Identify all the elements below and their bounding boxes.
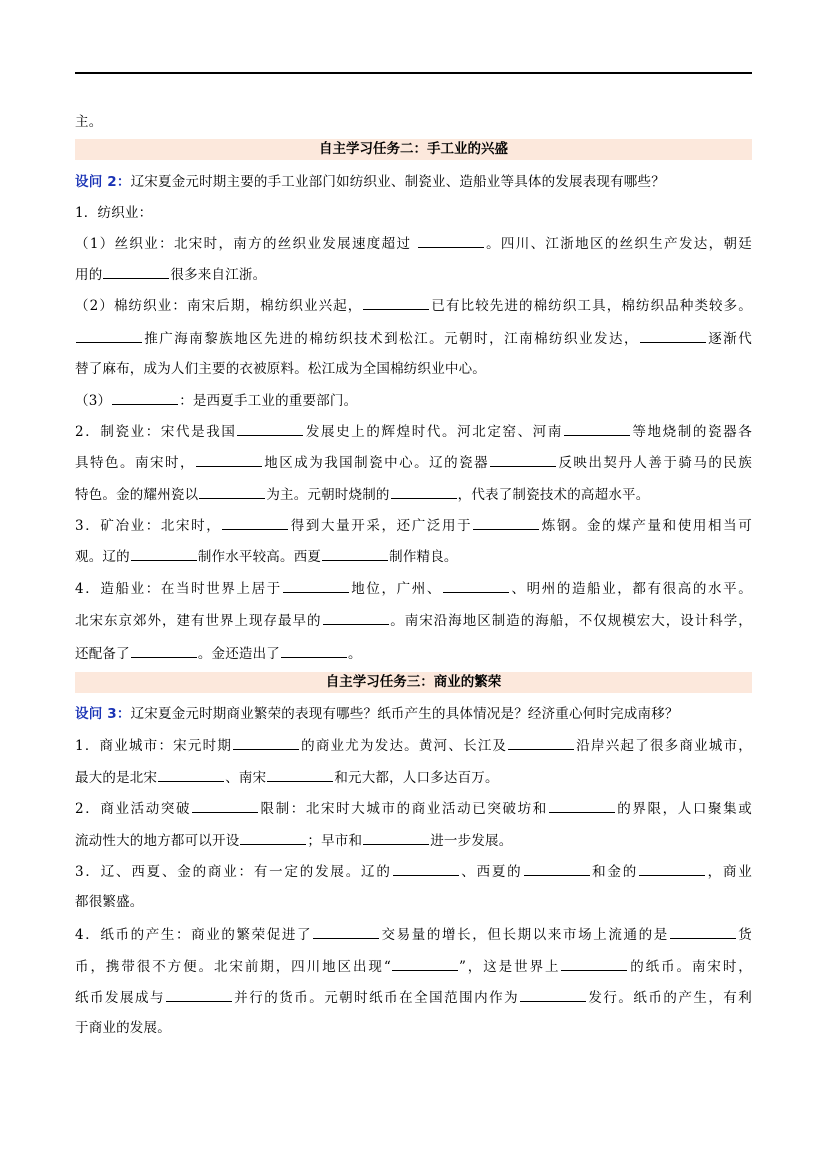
text-line	[75, 578, 752, 599]
answer-blank[interactable]	[640, 328, 706, 343]
text-segment: ，商业	[706, 864, 752, 880]
answer-blank[interactable]	[391, 484, 457, 499]
text-segment: 地位，广州、	[349, 581, 443, 597]
text-segment: 、南宋	[225, 770, 267, 786]
text-segment: 逐渐代	[707, 331, 752, 347]
answer-blank[interactable]	[520, 987, 586, 1002]
text-segment: 很多来自江浙。	[170, 267, 267, 283]
text-segment: ”，这是世界上	[458, 959, 561, 975]
answer-blank[interactable]	[508, 735, 574, 750]
text-line	[75, 295, 752, 316]
text-segment: 1．纺织业：	[75, 205, 153, 221]
answer-blank[interactable]	[443, 578, 509, 593]
text-segment: 已有比较先进的棉纺织工具，棉纺织品种类较多。	[430, 298, 752, 314]
text-segment: 。	[348, 646, 362, 662]
answer-blank[interactable]	[363, 295, 429, 310]
answer-blank[interactable]	[670, 924, 736, 939]
question-label: 设问 2：	[75, 174, 131, 190]
answer-blank[interactable]	[267, 767, 333, 782]
section-3-title: 自主学习任务三：商业的繁荣	[75, 672, 752, 693]
text-line	[75, 390, 755, 411]
text-segment: （2）棉纺织业：南宋后期，棉纺织业兴起，	[75, 298, 363, 314]
question-text: 辽宋夏金元时期商业繁荣的表现有哪些？纸币产生的具体情况是？经济重心何时完成南移？	[130, 706, 679, 722]
text-segment: ：是西夏手工业的重要部门。	[179, 393, 358, 409]
answer-blank[interactable]	[393, 861, 459, 876]
text-segment: 具特色。南宋时，	[75, 455, 195, 471]
text-segment: 限制：北宋时大城市的商业活动已突破坊和	[259, 801, 548, 817]
text-segment: 的纸币。南宋时，	[628, 959, 752, 975]
text-segment: 的界限，人口聚集或	[615, 801, 752, 817]
text-segment: 制作水平较高。西夏	[197, 549, 322, 565]
text-segment: 2．制瓷业：宋代是我国	[75, 424, 237, 440]
text-line	[75, 546, 755, 567]
answer-blank[interactable]	[323, 610, 389, 625]
text-segment: 、西夏的	[459, 864, 523, 880]
text-line	[75, 484, 755, 505]
top-fragment: 主。	[75, 114, 103, 130]
section-3-question	[75, 704, 755, 724]
text-segment: 3．辽、西夏、金的商业：有一定的发展。辽的	[75, 864, 392, 880]
text-segment: 。金还造出了	[197, 646, 281, 662]
answer-blank[interactable]	[112, 390, 178, 405]
text-line	[75, 610, 752, 631]
text-segment: 流动性大的地方都可以开设	[75, 833, 240, 849]
text-segment: 最大的是北宋	[75, 770, 158, 786]
text-segment: 1．商业城市：宋元时期	[75, 738, 233, 754]
section-2-title: 自主学习任务二：手工业的兴盛	[75, 139, 752, 160]
answer-blank[interactable]	[131, 643, 197, 658]
text-segment: 。南宋沿海地区制造的海船，不仅规模宏大，设计科学，	[389, 613, 752, 629]
text-segment: 进一步发展。	[430, 833, 513, 849]
text-segment: 4．纸币的产生：商业的繁荣促进了	[75, 927, 313, 943]
text-segment: （1）丝织业：北宋时，南方的丝织业发展速度超过	[75, 236, 417, 252]
text-segment: 交易量的增长，但长期以来市场上流通的是	[380, 927, 669, 943]
text-segment: 和元大都，人口多达百万。	[334, 770, 499, 786]
answer-blank[interactable]	[392, 956, 458, 971]
text-line	[75, 892, 755, 912]
answer-blank[interactable]	[166, 987, 232, 1002]
answer-blank[interactable]	[639, 861, 705, 876]
text-line	[75, 767, 755, 788]
text-line	[75, 643, 755, 664]
text-line	[75, 359, 755, 379]
text-segment: 2．商业活动突破	[75, 801, 192, 817]
text-line	[75, 421, 752, 442]
answer-blank[interactable]	[199, 484, 265, 499]
text-segment: 纸币发展成与	[75, 990, 165, 1006]
text-segment: 于商业的发展。	[75, 1020, 171, 1036]
text-segment: 发展史上的辉煌时代。河北定窑、河南	[304, 424, 563, 440]
answer-blank[interactable]	[76, 328, 142, 343]
answer-blank[interactable]	[281, 643, 347, 658]
text-line	[75, 233, 752, 254]
answer-blank[interactable]	[283, 578, 349, 593]
text-segment: 3．矿冶业：北宋时，	[75, 518, 222, 534]
answer-blank[interactable]	[313, 924, 379, 939]
text-line	[75, 1018, 755, 1038]
text-segment: 发行。纸币的产生，有利	[587, 990, 752, 1006]
answer-blank[interactable]	[222, 515, 288, 530]
text-segment: 沿岸兴起了很多商业城市，	[575, 738, 752, 754]
answer-blank[interactable]	[103, 264, 169, 279]
text-segment: ；早市和	[307, 833, 363, 849]
text-line	[75, 830, 755, 851]
question-label: 设问 3：	[75, 706, 131, 722]
text-segment: 和金的	[590, 864, 639, 880]
text-segment: 推广海南黎族地区先进的棉纺织技术到松江。元朝时，江南棉纺织业发达，	[143, 331, 640, 347]
text-segment: 、明州的造船业，都有很高的水平。	[510, 581, 753, 597]
answer-blank[interactable]	[131, 546, 197, 561]
text-line	[75, 956, 752, 977]
answer-blank[interactable]	[240, 830, 306, 845]
answer-blank[interactable]	[363, 830, 429, 845]
text-line	[75, 452, 752, 473]
text-segment: 的商业尤为发达。黄河、长江及	[300, 738, 508, 754]
answer-blank[interactable]	[233, 735, 299, 750]
text-segment: 特色。金的耀州瓷以	[75, 487, 199, 503]
answer-blank[interactable]	[561, 956, 627, 971]
answer-blank[interactable]	[418, 233, 484, 248]
text-segment: 等地烧制的瓷器各	[630, 424, 752, 440]
question-text: 辽宋夏金元时期主要的手工业部门如纺织业、制瓷业、造船业等具体的发展表现有哪些？	[130, 174, 665, 190]
answer-blank[interactable]	[322, 546, 388, 561]
text-segment: 货	[736, 927, 752, 943]
text-segment: 制作精良。	[389, 549, 458, 565]
text-segment: 得到大量开采，还广泛用于	[289, 518, 473, 534]
text-segment: 用的	[75, 267, 103, 283]
answer-blank[interactable]	[196, 452, 262, 467]
text-line	[75, 264, 755, 285]
text-segment: 为主。元朝时烧制的	[266, 487, 390, 503]
text-line	[75, 203, 755, 223]
text-segment: 4．造船业：在当时世界上居于	[75, 581, 282, 597]
text-segment: 。四川、江浙地区的丝织生产发达，朝廷	[484, 236, 752, 252]
text-segment: 反映出契丹人善于骑马的民族	[557, 455, 752, 471]
answer-blank[interactable]	[237, 421, 303, 436]
answer-blank[interactable]	[158, 767, 224, 782]
text-line	[75, 924, 752, 945]
answer-blank[interactable]	[490, 452, 556, 467]
text-segment: 并行的货币。元朝时纸币在全国范围内作为	[232, 990, 520, 1006]
text-segment: ，代表了制瓷技术的高超水平。	[457, 487, 650, 503]
answer-blank[interactable]	[549, 798, 615, 813]
text-segment: 炼钢。金的煤产量和使用相当可	[540, 518, 753, 534]
text-line	[75, 735, 752, 756]
header-rule	[75, 72, 752, 74]
text-line	[75, 515, 752, 536]
text-line	[75, 987, 752, 1008]
text-segment: 观。辽的	[75, 549, 130, 565]
text-segment: 都很繁盛。	[75, 894, 144, 910]
text-line	[75, 798, 752, 819]
text-segment: 币，携带很不方便。北宋前期，四川地区出现“	[75, 959, 391, 975]
text-segment: 还配备了	[75, 646, 130, 662]
text-segment: 地区成为我国制瓷中心。辽的瓷器	[262, 455, 490, 471]
text-line	[75, 861, 752, 882]
text-segment: 替了麻布，成为人们主要的衣被原料。松江成为全国棉纺织业中心。	[75, 361, 486, 377]
answer-blank[interactable]	[564, 421, 630, 436]
section-2-question	[75, 172, 755, 192]
answer-blank[interactable]	[473, 515, 539, 530]
text-segment: （3）	[75, 393, 112, 409]
answer-blank[interactable]	[192, 798, 258, 813]
text-segment: 北宋东京郊外，建有世界上现存最早的	[75, 613, 322, 629]
text-line	[75, 328, 752, 349]
answer-blank[interactable]	[524, 861, 590, 876]
